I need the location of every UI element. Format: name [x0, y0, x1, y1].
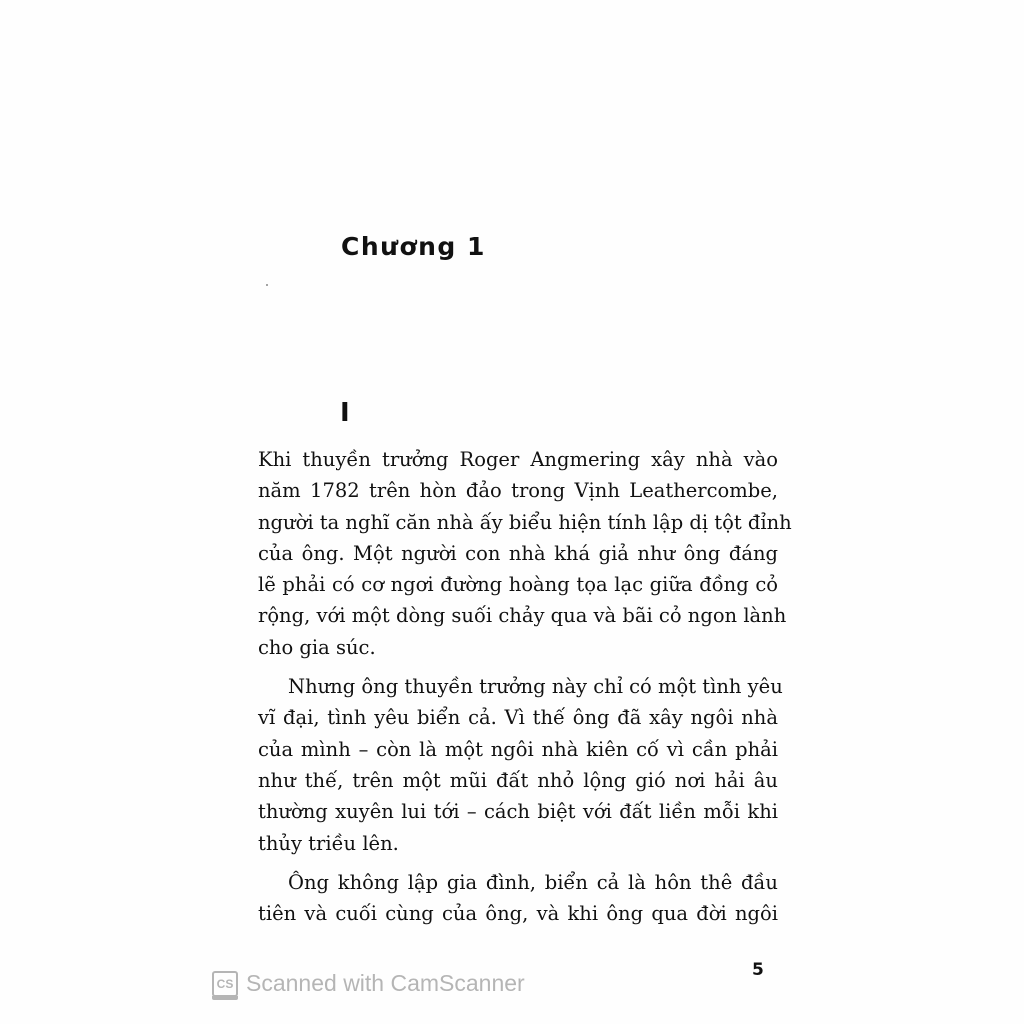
text-line: năm 1782 trên hòn đảo trong Vịnh Leathercombe, [258, 479, 778, 503]
paragraph-1 [258, 444, 792, 663]
paragraph-3 [258, 867, 778, 930]
text-line: như thế, trên một mũi đất nhỏ lộng gió nơi hải âu [258, 768, 778, 792]
text-line: cho gia súc. [258, 635, 376, 659]
watermark-text: Scanned with CamScanner [246, 970, 525, 996]
text-line: thường xuyên lui tới – cách biệt với đất liền mỗi khi [258, 800, 778, 824]
text-line: thủy triều lên. [258, 831, 399, 855]
chapter-title: Chương 1 [341, 232, 486, 261]
section-number: I [340, 398, 350, 428]
text-line: Khi thuyền trưởng Roger Angmering xây nhà vào [258, 448, 778, 471]
paragraph-2 [258, 671, 783, 859]
text-line: rộng, với một dòng suối chảy qua và bãi cỏ ngon lành [258, 604, 787, 628]
text-line: của ông. Một người con nhà khá giả như ông đáng [258, 541, 778, 565]
text-line: người ta nghĩ căn nhà ấy biểu hiện tính lập dị tột đỉnh [258, 510, 792, 534]
camscanner-watermark [212, 970, 525, 997]
text-line: vĩ đại, tình yêu biển cả. Vì thế ông đã xây ngôi nhà [258, 706, 778, 730]
body-text [258, 444, 792, 929]
text-line: tiên và cuối cùng của ông, và khi ông qua đời ngôi [258, 902, 778, 926]
text-line: của mình – còn là một ngôi nhà kiên cố vì cần phải [258, 737, 778, 761]
camscanner-logo-icon: CS [212, 971, 238, 997]
text-line: Nhưng ông thuyền trưởng này chỉ có một tình yêu [288, 675, 783, 699]
scan-speck [266, 284, 268, 286]
page-number: 5 [752, 960, 764, 980]
text-line: Ông không lập gia đình, biển cả là hôn thê đầu [288, 870, 778, 894]
text-line: lẽ phải có cơ ngơi đường hoàng tọa lạc giữa đồng cỏ [258, 573, 778, 597]
